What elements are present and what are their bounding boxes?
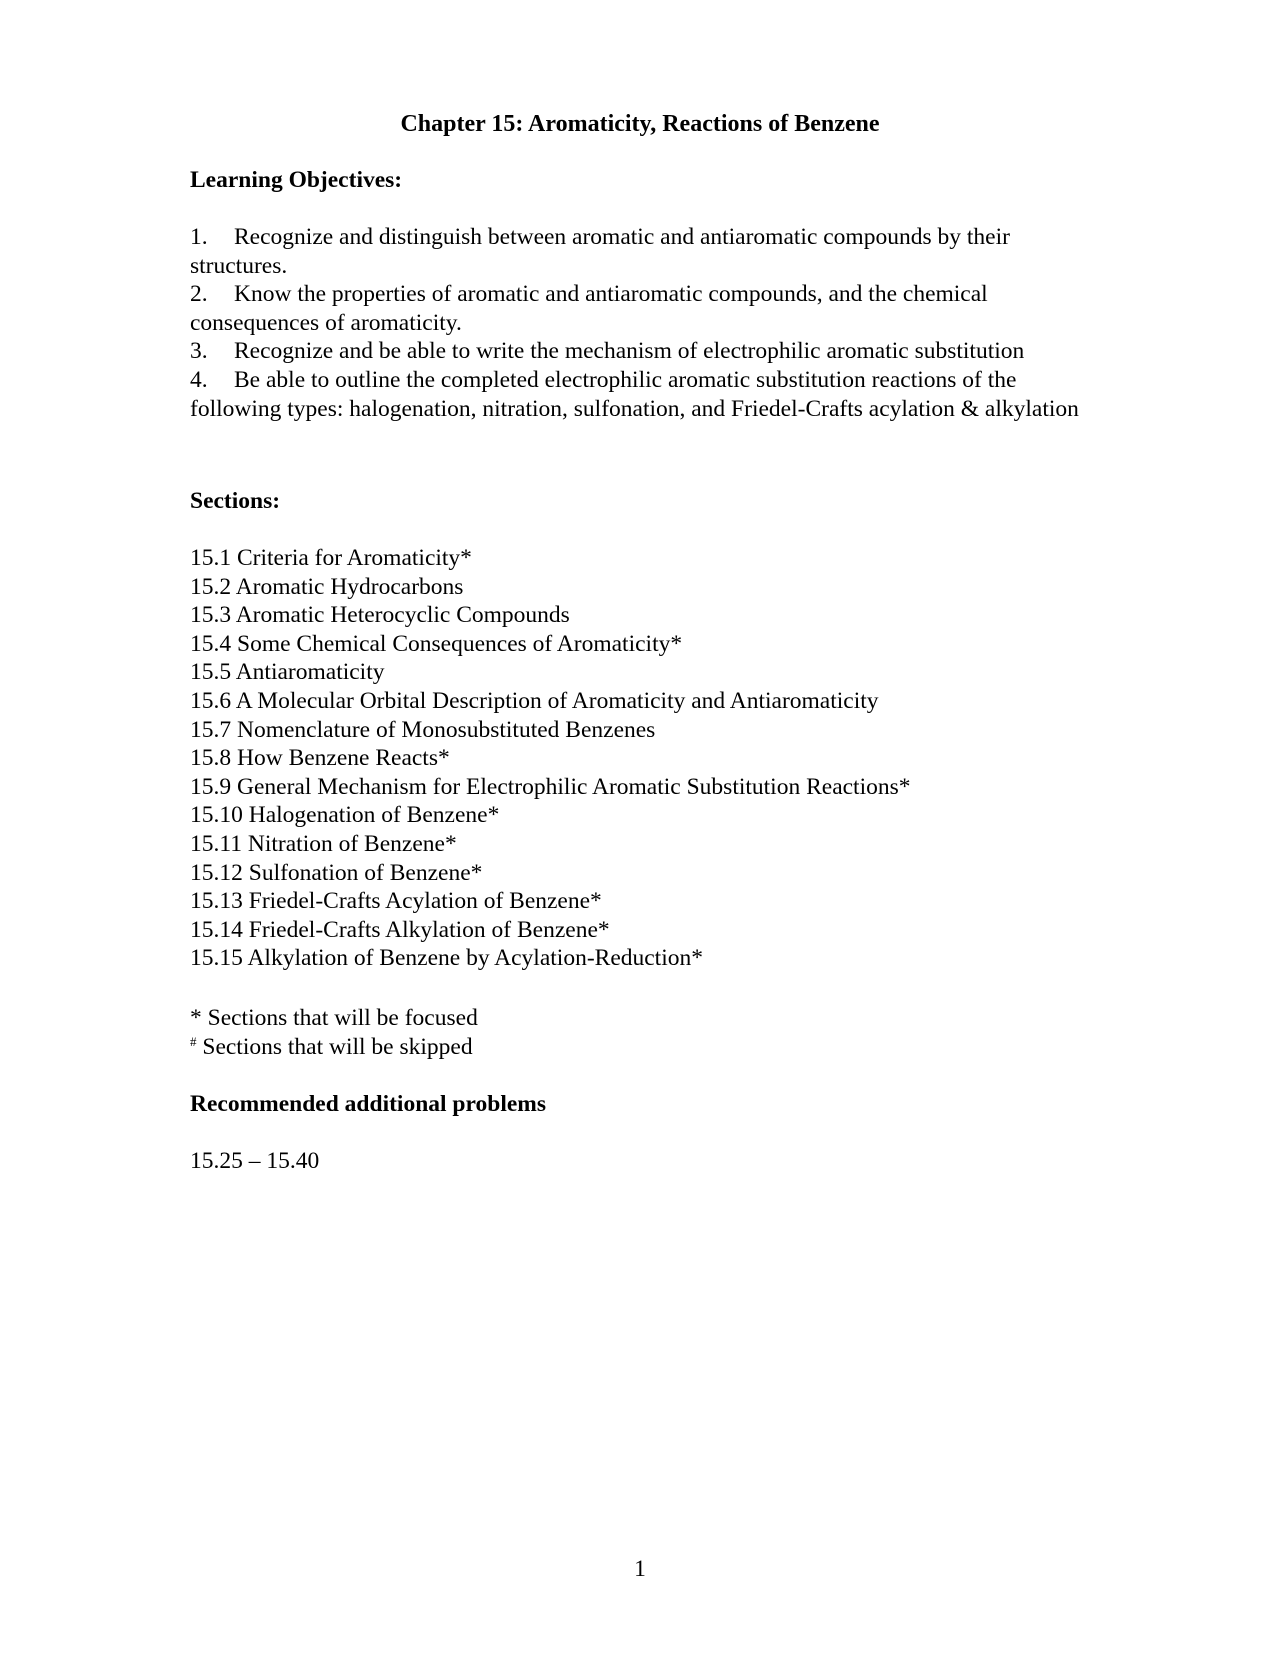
section-item: 15.12 Sulfonation of Benzene* [190, 859, 483, 886]
section-item: 15.9 General Mechanism for Electrophilic Aromatic Substitution Reactions* [190, 773, 911, 800]
section-item: 15.10 Halogenation of Benzene* [190, 802, 500, 829]
section-item: 15.8 How Benzene Reacts* [190, 745, 450, 772]
section-item: 15.3 Aromatic Heterocyclic Compounds [190, 602, 570, 629]
section-item: 15.15 Alkylation of Benzene by Acylation-Reduction* [190, 945, 703, 972]
section-item: 15.6 A Molecular Orbital Description of Aromaticity and Antiaromaticity [190, 687, 879, 714]
recommended-range: 15.25 – 15.40 [190, 1148, 320, 1174]
section-item: 15.4 Some Chemical Consequences of Aromaticity* [190, 630, 683, 657]
section-item: 15.14 Friedel-Crafts Alkylation of Benzene* [190, 916, 610, 943]
objective-item: 2. Know the properties of aromatic and antiaromatic compounds, and the chemical consequences of aromaticity. [190, 281, 988, 336]
objective-item: 3. Recognize and be able to write the mechanism of electrophilic aromatic substitution [190, 338, 1025, 365]
section-item: 15.7 Nomenclature of Monosubstituted Benzenes [190, 716, 656, 743]
section-item: 15.13 Friedel-Crafts Acylation of Benzene* [190, 888, 602, 915]
objective-item: 4. Be able to outline the completed electrophilic aromatic substitution reactions of the following types: halogenation, nitration, sulfonation, and Friedel-Crafts acylation & alkylation [190, 366, 1079, 422]
learning-objectives-heading: Learning Objectives: [190, 167, 403, 193]
sections-list [190, 544, 1090, 973]
objective-item: 1. Recognize and distinguish between aromatic and antiaromatic compounds by their structures. [190, 224, 1010, 279]
section-item: 15.11 Nitration of Benzene* [190, 830, 457, 857]
learning-objectives-list [190, 223, 1090, 423]
chapter-title: Chapter 15: Aromaticity, Reactions of Benzene [400, 111, 880, 137]
section-item: 15.1 Criteria for Aromaticity* [190, 545, 472, 571]
sections-heading: Sections: [190, 488, 281, 514]
legend-skipped: # Sections that will be skipped [190, 1033, 473, 1060]
legend-focused: * Sections that will be focused [190, 1005, 478, 1031]
section-item: 15.2 Aromatic Hydrocarbons [190, 573, 464, 600]
recommended-heading: Recommended additional problems [190, 1091, 546, 1117]
section-item: 15.5 Antiaromaticity [190, 659, 385, 686]
legend [190, 1004, 1090, 1061]
page-number: 1 [634, 1556, 646, 1582]
